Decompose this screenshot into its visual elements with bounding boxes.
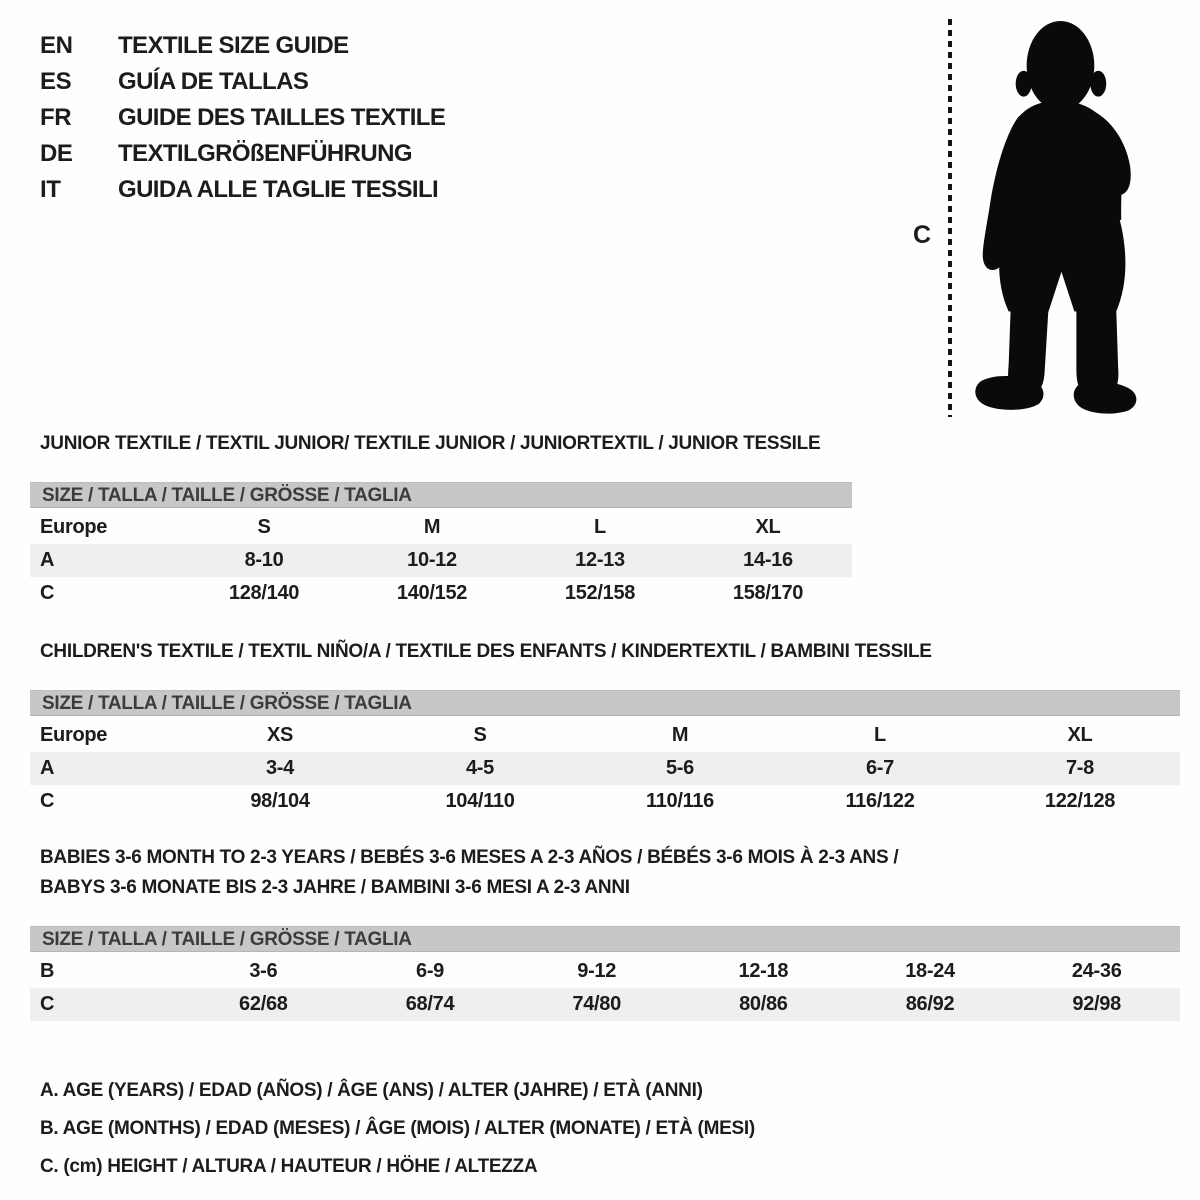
row-label-cell: Europe <box>40 516 108 538</box>
size-value-cell: 6-9 <box>416 960 445 982</box>
section-title <box>30 433 852 455</box>
language-row <box>40 28 445 64</box>
size-value-cell: 24-36 <box>1071 960 1122 982</box>
size-value-cell: 12-13 <box>575 549 625 571</box>
language-row <box>40 136 445 172</box>
size-value-cell: L <box>874 724 886 746</box>
language-code: ES <box>40 68 72 95</box>
table-row <box>30 752 1180 785</box>
language-code: EN <box>40 32 73 59</box>
size-value-cell: 8-10 <box>244 549 284 571</box>
size-value-cell: XL <box>755 516 781 538</box>
row-label-cell: C <box>40 582 55 604</box>
language-code: DE <box>40 140 73 167</box>
row-label-cell: Europe <box>40 724 108 746</box>
row-label-cell: C <box>40 790 55 812</box>
section-title <box>30 843 1180 903</box>
size-value-cell: L <box>594 516 606 538</box>
size-value-cell: 3-4 <box>265 757 294 779</box>
table-row <box>30 955 1180 988</box>
size-value-cell: 152/158 <box>564 582 636 604</box>
size-value-cell: 10-12 <box>407 549 457 571</box>
size-value-cell: 68/74 <box>405 993 455 1015</box>
size-value-cell: 116/122 <box>845 790 915 812</box>
section-title-line: JUNIOR TEXTILE / TEXTIL JUNIOR/ TEXTILE JUNIOR / JUNIORTEXTIL / JUNIOR TESSILE <box>40 433 821 454</box>
footnote-height-cm: C. (cm) HEIGHT / ALTURA / HAUTEUR / HÖHE / ALTEZZA <box>40 1156 538 1177</box>
size-value-cell: 140/152 <box>396 582 468 604</box>
size-value-cell: 158/170 <box>732 582 804 604</box>
row-label-cell: B <box>40 960 55 982</box>
table-row <box>30 544 852 577</box>
table-row <box>30 511 852 544</box>
size-value-cell: 6-7 <box>865 757 894 779</box>
size-value-cell: 104/110 <box>445 790 515 812</box>
language-code: FR <box>40 104 72 131</box>
language-row <box>40 64 445 100</box>
language-title: TEXTILGRÖßENFÜHRUNG <box>118 140 412 167</box>
size-header-bar: SIZE / TALLA / TAILLE / GRÖSSE / TAGLIA <box>30 926 1180 952</box>
table-row <box>30 577 852 610</box>
size-value-cell: M <box>423 516 441 538</box>
section-title-line: CHILDREN'S TEXTILE / TEXTIL NIÑO/A / TEXTILE DES ENFANTS / KINDERTEXTIL / BAMBINI TESSILE <box>40 641 932 662</box>
size-value-cell: 86/92 <box>905 993 955 1015</box>
babies-textile-section <box>30 843 1180 1021</box>
table-row <box>30 785 1180 818</box>
baby-figure <box>905 15 1165 423</box>
size-value-cell: 80/86 <box>739 993 788 1015</box>
row-label-cell: A <box>40 549 55 571</box>
baby-silhouette-icon <box>960 15 1145 423</box>
row-label-cell: C <box>40 993 55 1015</box>
size-table <box>30 482 852 610</box>
table-rows <box>30 511 852 610</box>
size-value-cell: 62/68 <box>239 993 288 1015</box>
size-value-cell: 92/98 <box>1072 993 1121 1015</box>
table-row <box>30 988 1180 1021</box>
size-value-cell: 74/80 <box>572 993 621 1015</box>
section-title <box>30 641 1180 663</box>
table-rows <box>30 719 1180 818</box>
size-value-cell: 122/128 <box>1044 790 1116 812</box>
size-value-cell: 3-6 <box>249 960 278 982</box>
size-header-bar: SIZE / TALLA / TAILLE / GRÖSSE / TAGLIA <box>30 482 852 508</box>
language-code: IT <box>40 176 61 203</box>
size-value-cell: S <box>473 724 487 746</box>
childrens-textile-section <box>30 641 1180 818</box>
size-value-cell: 5-6 <box>665 757 694 779</box>
height-measure-label: C <box>913 221 932 249</box>
size-value-cell: 98/104 <box>250 790 310 812</box>
size-value-cell: 7-8 <box>1065 757 1094 779</box>
language-list <box>40 28 445 208</box>
size-value-cell: 4-5 <box>465 757 494 779</box>
junior-textile-section <box>30 433 852 610</box>
footnote-age-months: B. AGE (MONTHS) / EDAD (MESES) / ÂGE (MOIS) / ALTER (MONATE) / ETÀ (MESI) <box>40 1118 755 1139</box>
size-table <box>30 926 1180 1021</box>
size-value-cell: 128/140 <box>228 582 300 604</box>
section-title-line: BABIES 3-6 MONTH TO 2-3 YEARS / BEBÉS 3-6 MESES A 2-3 AÑOS / BÉBÉS 3-6 MOIS À 2-3 ANS / <box>40 847 899 868</box>
language-row <box>40 172 445 208</box>
size-value-cell: XS <box>266 724 294 746</box>
language-title: GUIDE DES TAILLES TEXTILE <box>118 104 446 131</box>
size-value-cell: 110/116 <box>646 790 714 812</box>
size-header-bar: SIZE / TALLA / TAILLE / GRÖSSE / TAGLIA <box>30 690 1180 716</box>
size-value-cell: 12-18 <box>738 960 789 982</box>
height-measure-line <box>948 19 952 417</box>
size-value-cell: 14-16 <box>743 549 793 571</box>
footnotes <box>40 1072 755 1186</box>
footnote-age-years: A. AGE (YEARS) / EDAD (AÑOS) / ÂGE (ANS) / ALTER (JAHRE) / ETÀ (ANNI) <box>40 1080 703 1101</box>
size-value-cell: XL <box>1067 724 1093 746</box>
section-title-line: BABYS 3-6 MONATE BIS 2-3 JAHRE / BAMBINI 3-6 MESI A 2-3 ANNI <box>40 877 630 898</box>
language-title: GUIDA ALLE TAGLIE TESSILI <box>118 176 439 203</box>
size-value-cell: S <box>257 516 271 538</box>
table-row <box>30 719 1180 752</box>
size-table <box>30 690 1180 818</box>
table-rows <box>30 955 1180 1021</box>
size-value-cell: M <box>671 724 689 746</box>
size-value-cell: 9-12 <box>577 960 617 982</box>
language-title: GUÍA DE TALLAS <box>118 68 309 95</box>
row-label-cell: A <box>40 757 55 779</box>
language-row <box>40 100 445 136</box>
language-title: TEXTILE SIZE GUIDE <box>118 32 349 59</box>
size-value-cell: 18-24 <box>905 960 955 982</box>
